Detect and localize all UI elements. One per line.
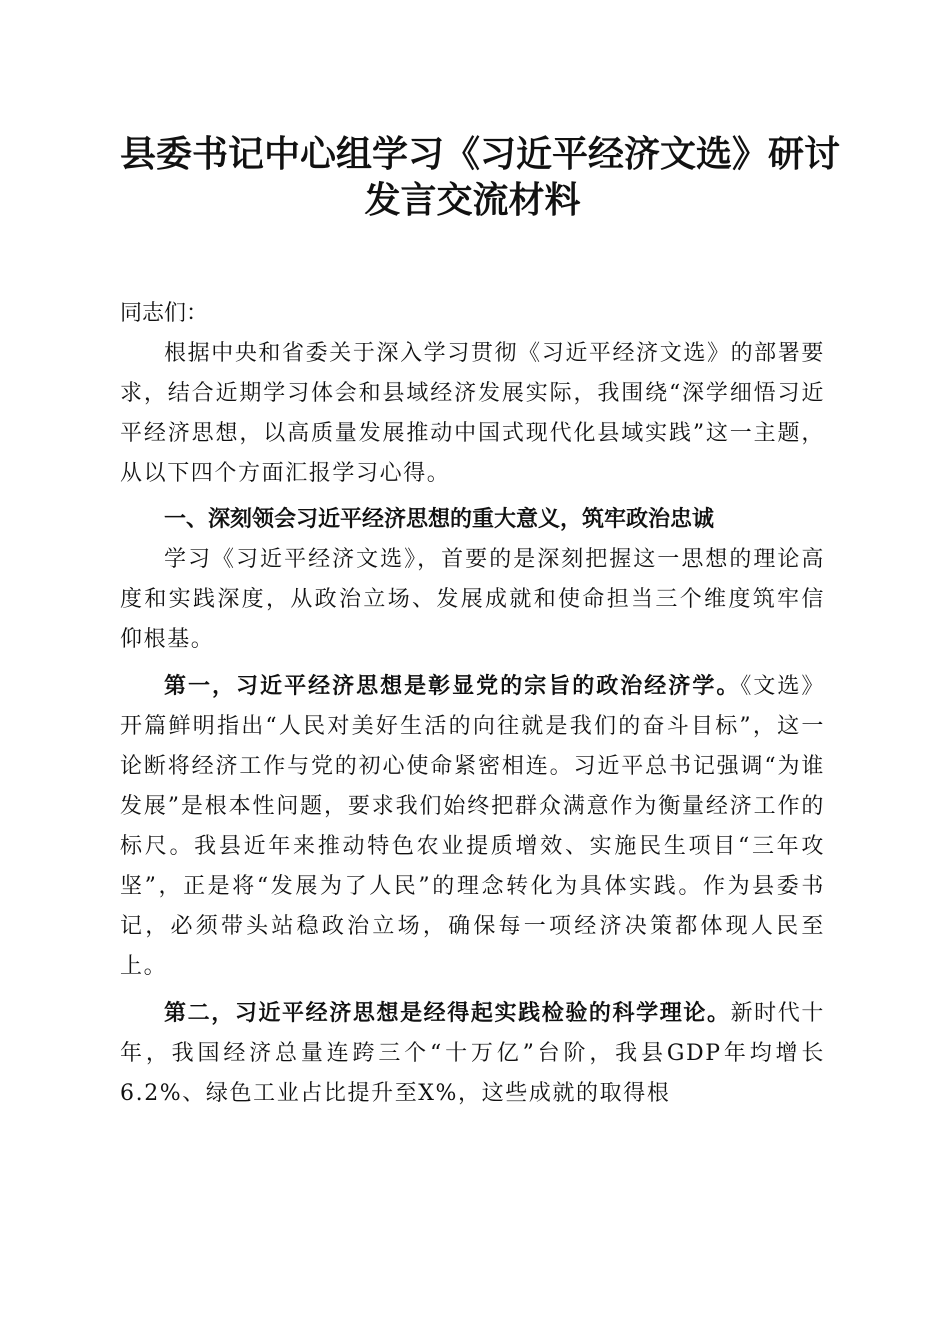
intro-paragraph: 根据中央和省委关于深入学习贯彻《习近平经济文选》的部署要求，结合近期学习体会和县域经济发展实际，我围绕“深学细悟习近平经济思想，以高质量发展推动中国式现代化县域实践”这一主题，从以下四个方面汇报学习心得。 [120, 341, 825, 486]
document-page [120, 132, 841, 1114]
point-2-lead: 第二，习近平经济思想是经得起实践检验的科学理论。 [164, 1000, 731, 1026]
point-1-lead: 第一，习近平经济思想是彰显党的宗旨的政治经济学。 [164, 673, 741, 699]
salutation: 同志们： [120, 301, 209, 326]
point-2-paragraph [120, 993, 825, 1114]
section-1-heading: 一、深刻领会习近平经济思想的重大意义，筑牢政治忠诚 [164, 507, 715, 532]
point-1-body: 《文选》开篇鲜明指出“人民对美好生活的向往就是我们的奋斗目标”，这一论断将经济工作与党的初心使命紧密相连。习近平总书记强调“为谁发展”是根本性问题，要求我们始终把群众满意作为衡量经济工作的标尺。我县近年来推动特色农业提质增效、实施民生项目“三年攻坚”，正是将“发展为了人民”的理念转化为具体实践。作为县委书记，必须带头站稳政治立场，确保每一项经济决策都体现人民至上。 [120, 674, 826, 979]
point-2-body: 新时代十年，我国经济总量连跨三个“十万亿”台阶，我县GDP年均增长6.2%、绿色工业占比提升至X%，这些成就的取得根 [120, 1001, 825, 1106]
document-title [120, 132, 841, 224]
point-1-paragraph [120, 666, 825, 987]
section-1-intro-paragraph: 学习《习近平经济文选》，首要的是深刻把握这一思想的理论高度和实践深度，从政治立场、发展成就和使命担当三个维度筑牢信仰根基。 [120, 547, 825, 652]
title-line-2: 发言交流材料 [364, 180, 581, 221]
title-line-1: 县委书记中心组学习《习近平经济文选》研讨 [120, 134, 841, 175]
